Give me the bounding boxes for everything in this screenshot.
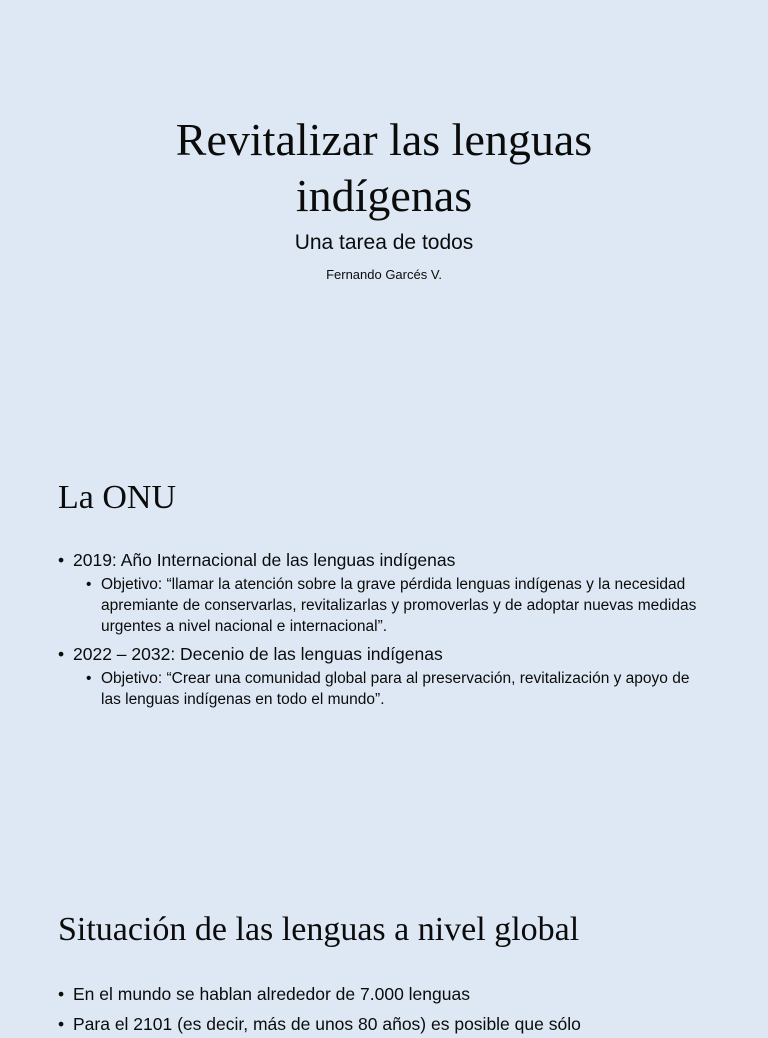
sub-bullet-item [86, 574, 712, 637]
bullet-icon: • [86, 576, 92, 593]
bullet-item [58, 1012, 712, 1036]
bullet-item [58, 548, 712, 572]
global-slide [0, 864, 768, 1034]
sub-bullet-text: Objetivo: “Crear una comunidad global para al preservación, revitalización y apoyo de las lenguas indígenas en todo el mundo”. [101, 670, 690, 708]
bullet-item [58, 642, 712, 666]
bullet-icon: • [58, 1014, 65, 1034]
sub-bullet-list [58, 668, 712, 710]
main-title-line1: Revitalizar las lenguas [175, 114, 593, 165]
title-slide [0, 0, 768, 432]
bullet-icon: • [58, 984, 65, 1004]
bullet-text: Para el 2101 (es decir, más de unos 80 años) es posible que sólo [73, 1014, 581, 1034]
global-slide-title: Situación de las lenguas a nivel global [58, 911, 580, 948]
sub-bullet-item [86, 668, 712, 710]
author-name: Fernando Garcés V. [326, 267, 442, 282]
onu-slide-title: La ONU [58, 479, 177, 516]
bullet-item [58, 982, 712, 1006]
sub-bullet-list [58, 574, 712, 637]
bullet-text: En el mundo se hablan alrededor de 7.000 lenguas [73, 984, 470, 1004]
onu-bullet-list [58, 548, 712, 715]
sub-bullet-text: Objetivo: “llamar la atención sobre la grave pérdida lenguas indígenas y la necesidad apremiante de conservarlas, revitalizarlas y promoverlas y de adoptar nuevas medidas urgentes a nivel nacional e internacional”. [101, 576, 697, 635]
main-subtitle: Una tarea de todos [294, 231, 474, 254]
bullet-text: 2022 – 2032: Decenio de las lenguas indígenas [73, 644, 443, 664]
onu-slide [0, 432, 768, 864]
bullet-icon: • [86, 670, 92, 687]
global-bullet-list [58, 982, 712, 1038]
bullet-text: 2019: Año Internacional de las lenguas indígenas [73, 550, 456, 570]
main-title [0, 112, 768, 224]
main-title-line2: indígenas [295, 170, 473, 221]
bullet-icon: • [58, 644, 65, 664]
bullet-icon: • [58, 550, 65, 570]
